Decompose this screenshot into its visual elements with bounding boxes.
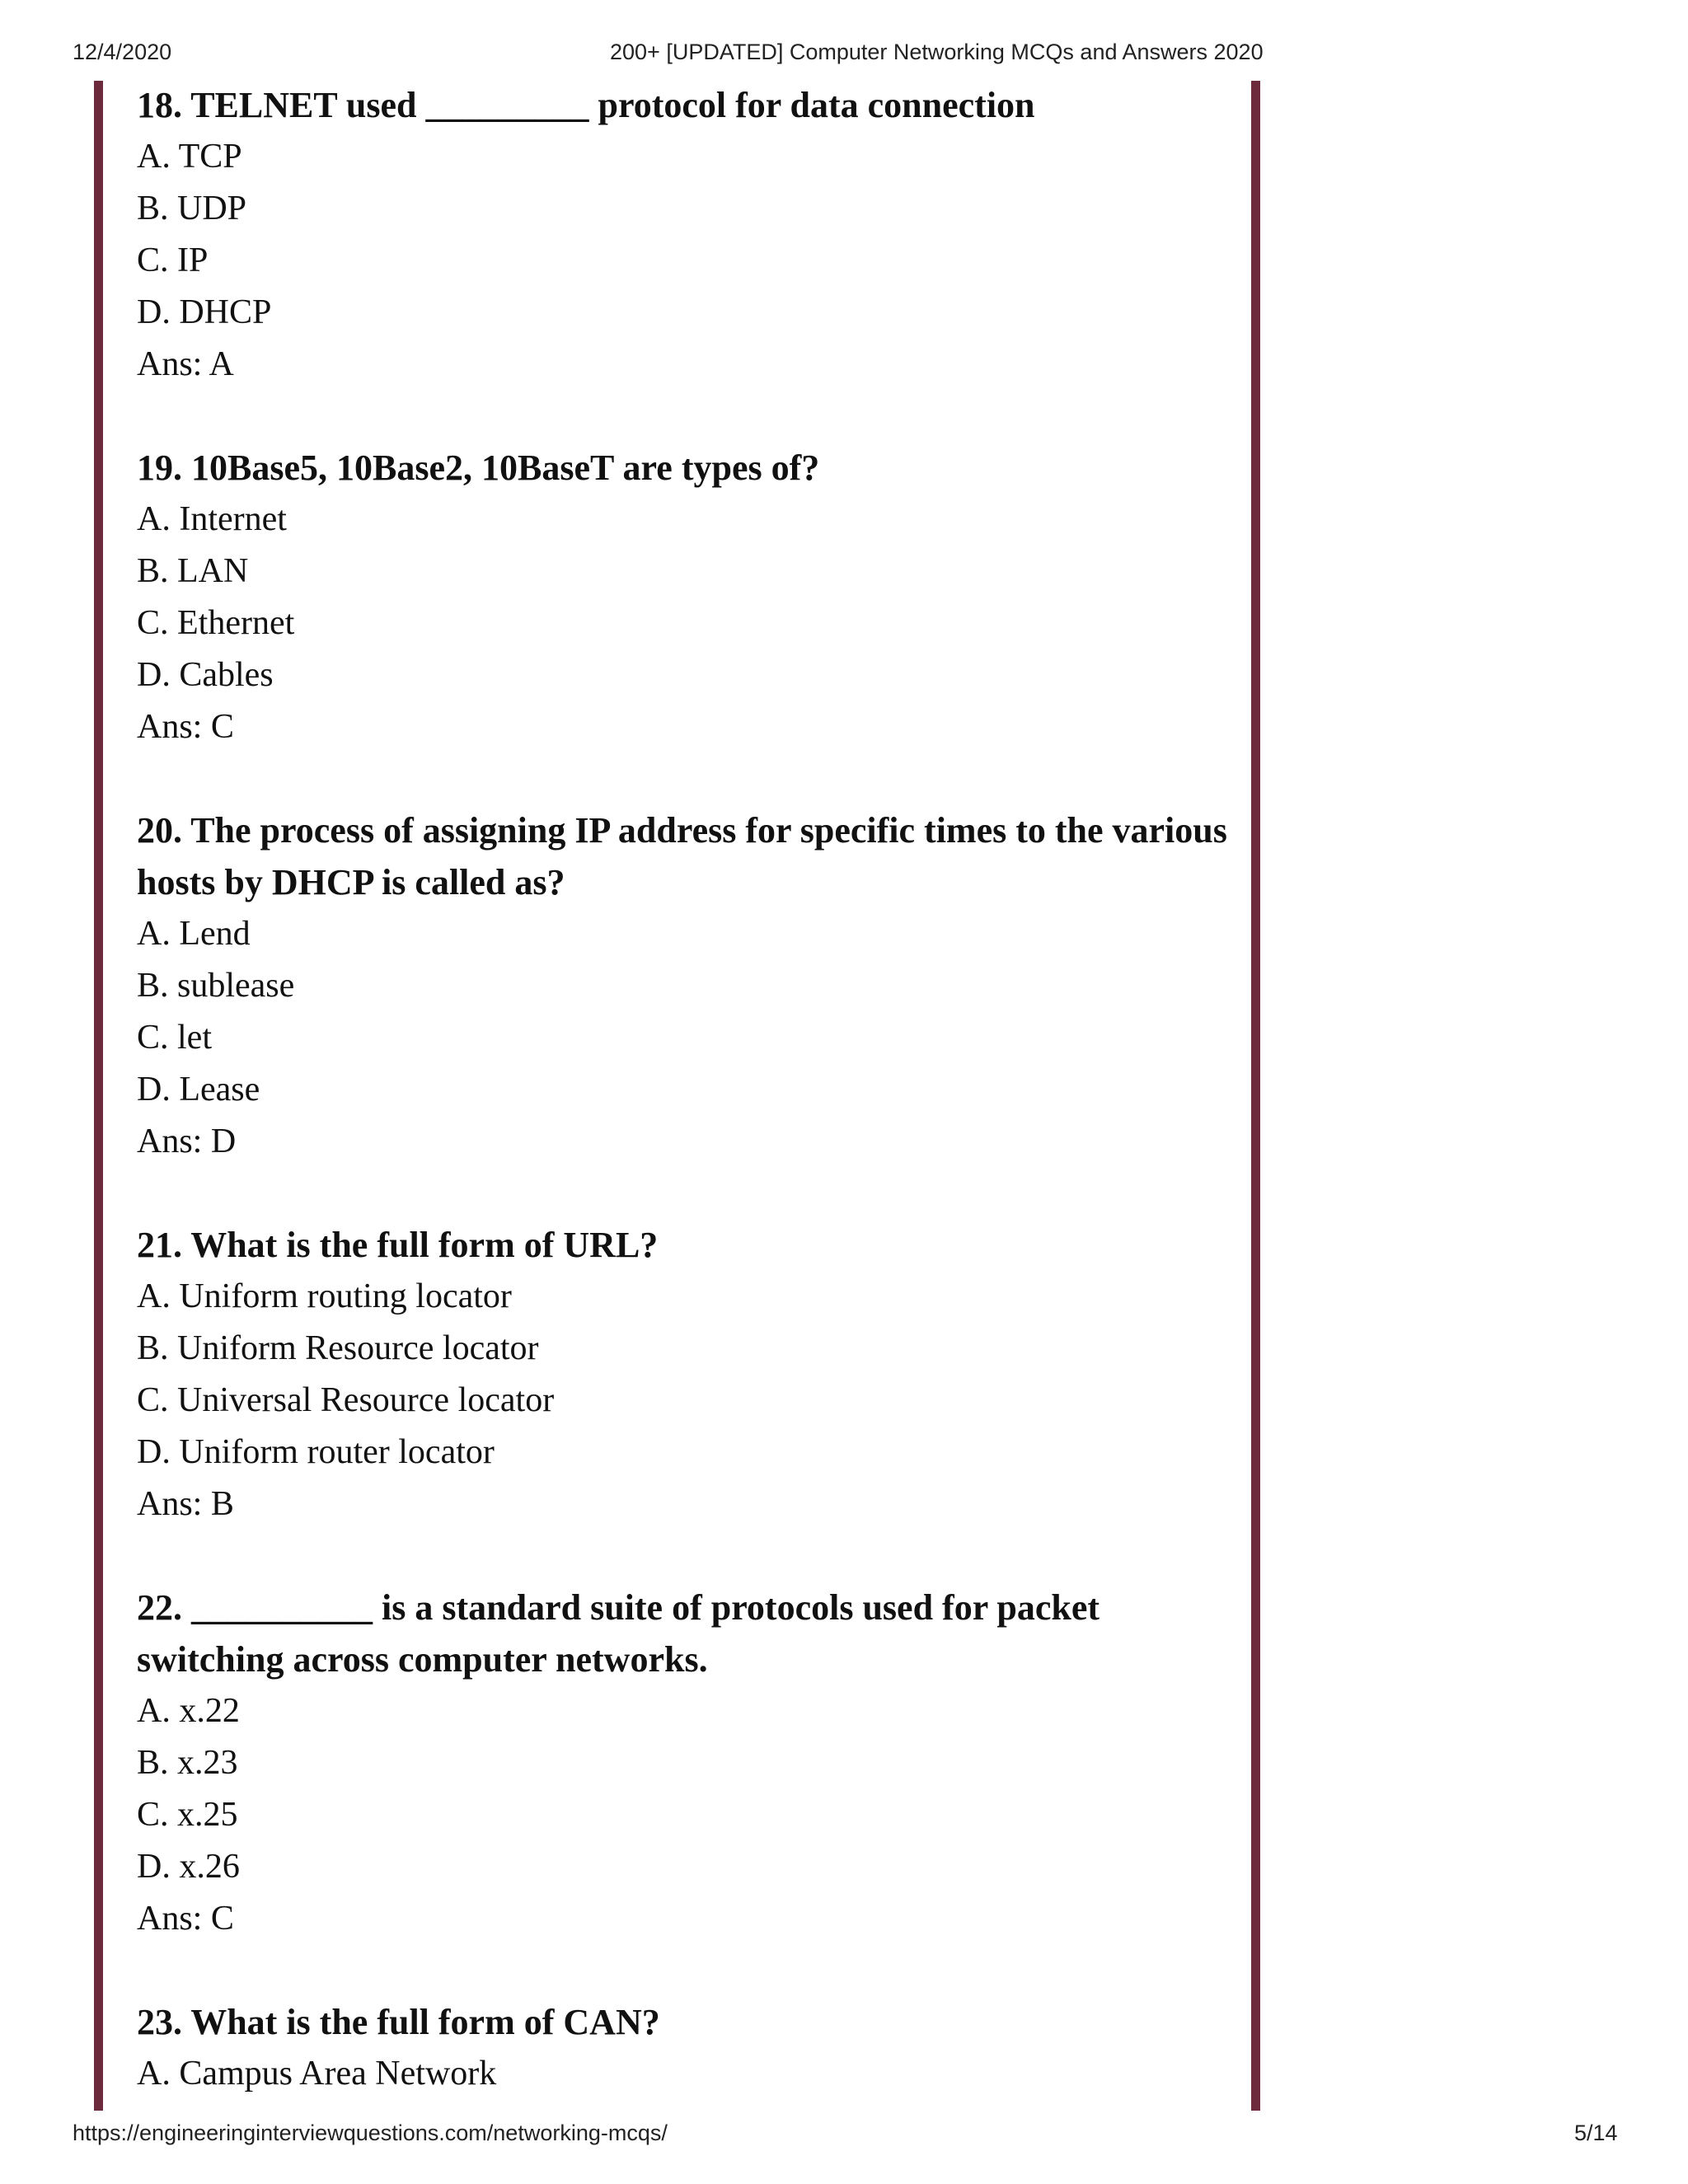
- question-text: 20. The process of assigning IP address for specific times to the various hosts by DHCP is called as?: [137, 810, 1227, 902]
- option: C. IP: [137, 241, 209, 279]
- option: A. Lend: [137, 915, 251, 953]
- option: B. LAN: [137, 552, 249, 590]
- option: B. sublease: [137, 967, 295, 1005]
- print-title: 200+ [UPDATED] Computer Networking MCQs and Answers 2020: [610, 40, 1264, 64]
- option: D. Cables: [137, 656, 274, 694]
- option: A. Uniform routing locator: [137, 1277, 512, 1315]
- answer: Ans: D: [137, 1122, 237, 1160]
- question-text: 22. __________ is a standard suite of protocols used for packet switching across computer networks.: [137, 1587, 1100, 1680]
- question-text: 21. What is the full form of URL?: [137, 1225, 659, 1265]
- option: B. x.23: [137, 1744, 238, 1782]
- question-block: [137, 1996, 1241, 2100]
- question-text: 23. What is the full form of CAN?: [137, 2002, 660, 2042]
- option: A. Internet: [137, 500, 287, 538]
- option: B. Uniform Resource locator: [137, 1329, 539, 1367]
- mcq-content: [137, 79, 1241, 2151]
- option: C. x.25: [137, 1796, 238, 1834]
- question-block: [137, 79, 1241, 391]
- option: A. TCP: [137, 138, 242, 176]
- print-header: [0, 40, 1688, 69]
- option: C. Ethernet: [137, 604, 295, 642]
- content-border-left: [94, 81, 103, 2111]
- question-block: [137, 1582, 1241, 1945]
- answer: Ans: B: [137, 1485, 234, 1523]
- option: A. Campus Area Network: [137, 2055, 497, 2093]
- page-number: 5/14: [1574, 2121, 1618, 2145]
- question-text: 19. 10Base5, 10Base2, 10BaseT are types of?: [137, 448, 820, 488]
- option: B. UDP: [137, 190, 247, 227]
- print-footer: [0, 2121, 1688, 2150]
- option: D. Uniform router locator: [137, 1433, 495, 1471]
- option: D. x.26: [137, 1848, 240, 1886]
- answer: Ans: C: [137, 1900, 234, 1938]
- content-border-right: [1251, 81, 1260, 2111]
- option: C. let: [137, 1019, 212, 1057]
- option: D. DHCP: [137, 293, 272, 331]
- answer: Ans: A: [137, 345, 234, 383]
- answer: Ans: C: [137, 708, 234, 746]
- option: D. Lease: [137, 1071, 260, 1108]
- page-url: https://engineeringinterviewquestions.com/networking-mcqs/: [73, 2121, 668, 2145]
- print-date: 12/4/2020: [73, 40, 172, 64]
- question-block: [137, 804, 1241, 1168]
- question-block: [137, 442, 1241, 753]
- option: A. x.22: [137, 1692, 240, 1730]
- option: C. Universal Resource locator: [137, 1381, 555, 1419]
- question-text: 18. TELNET used _________ protocol for data connection: [137, 85, 1035, 125]
- question-block: [137, 1219, 1241, 1530]
